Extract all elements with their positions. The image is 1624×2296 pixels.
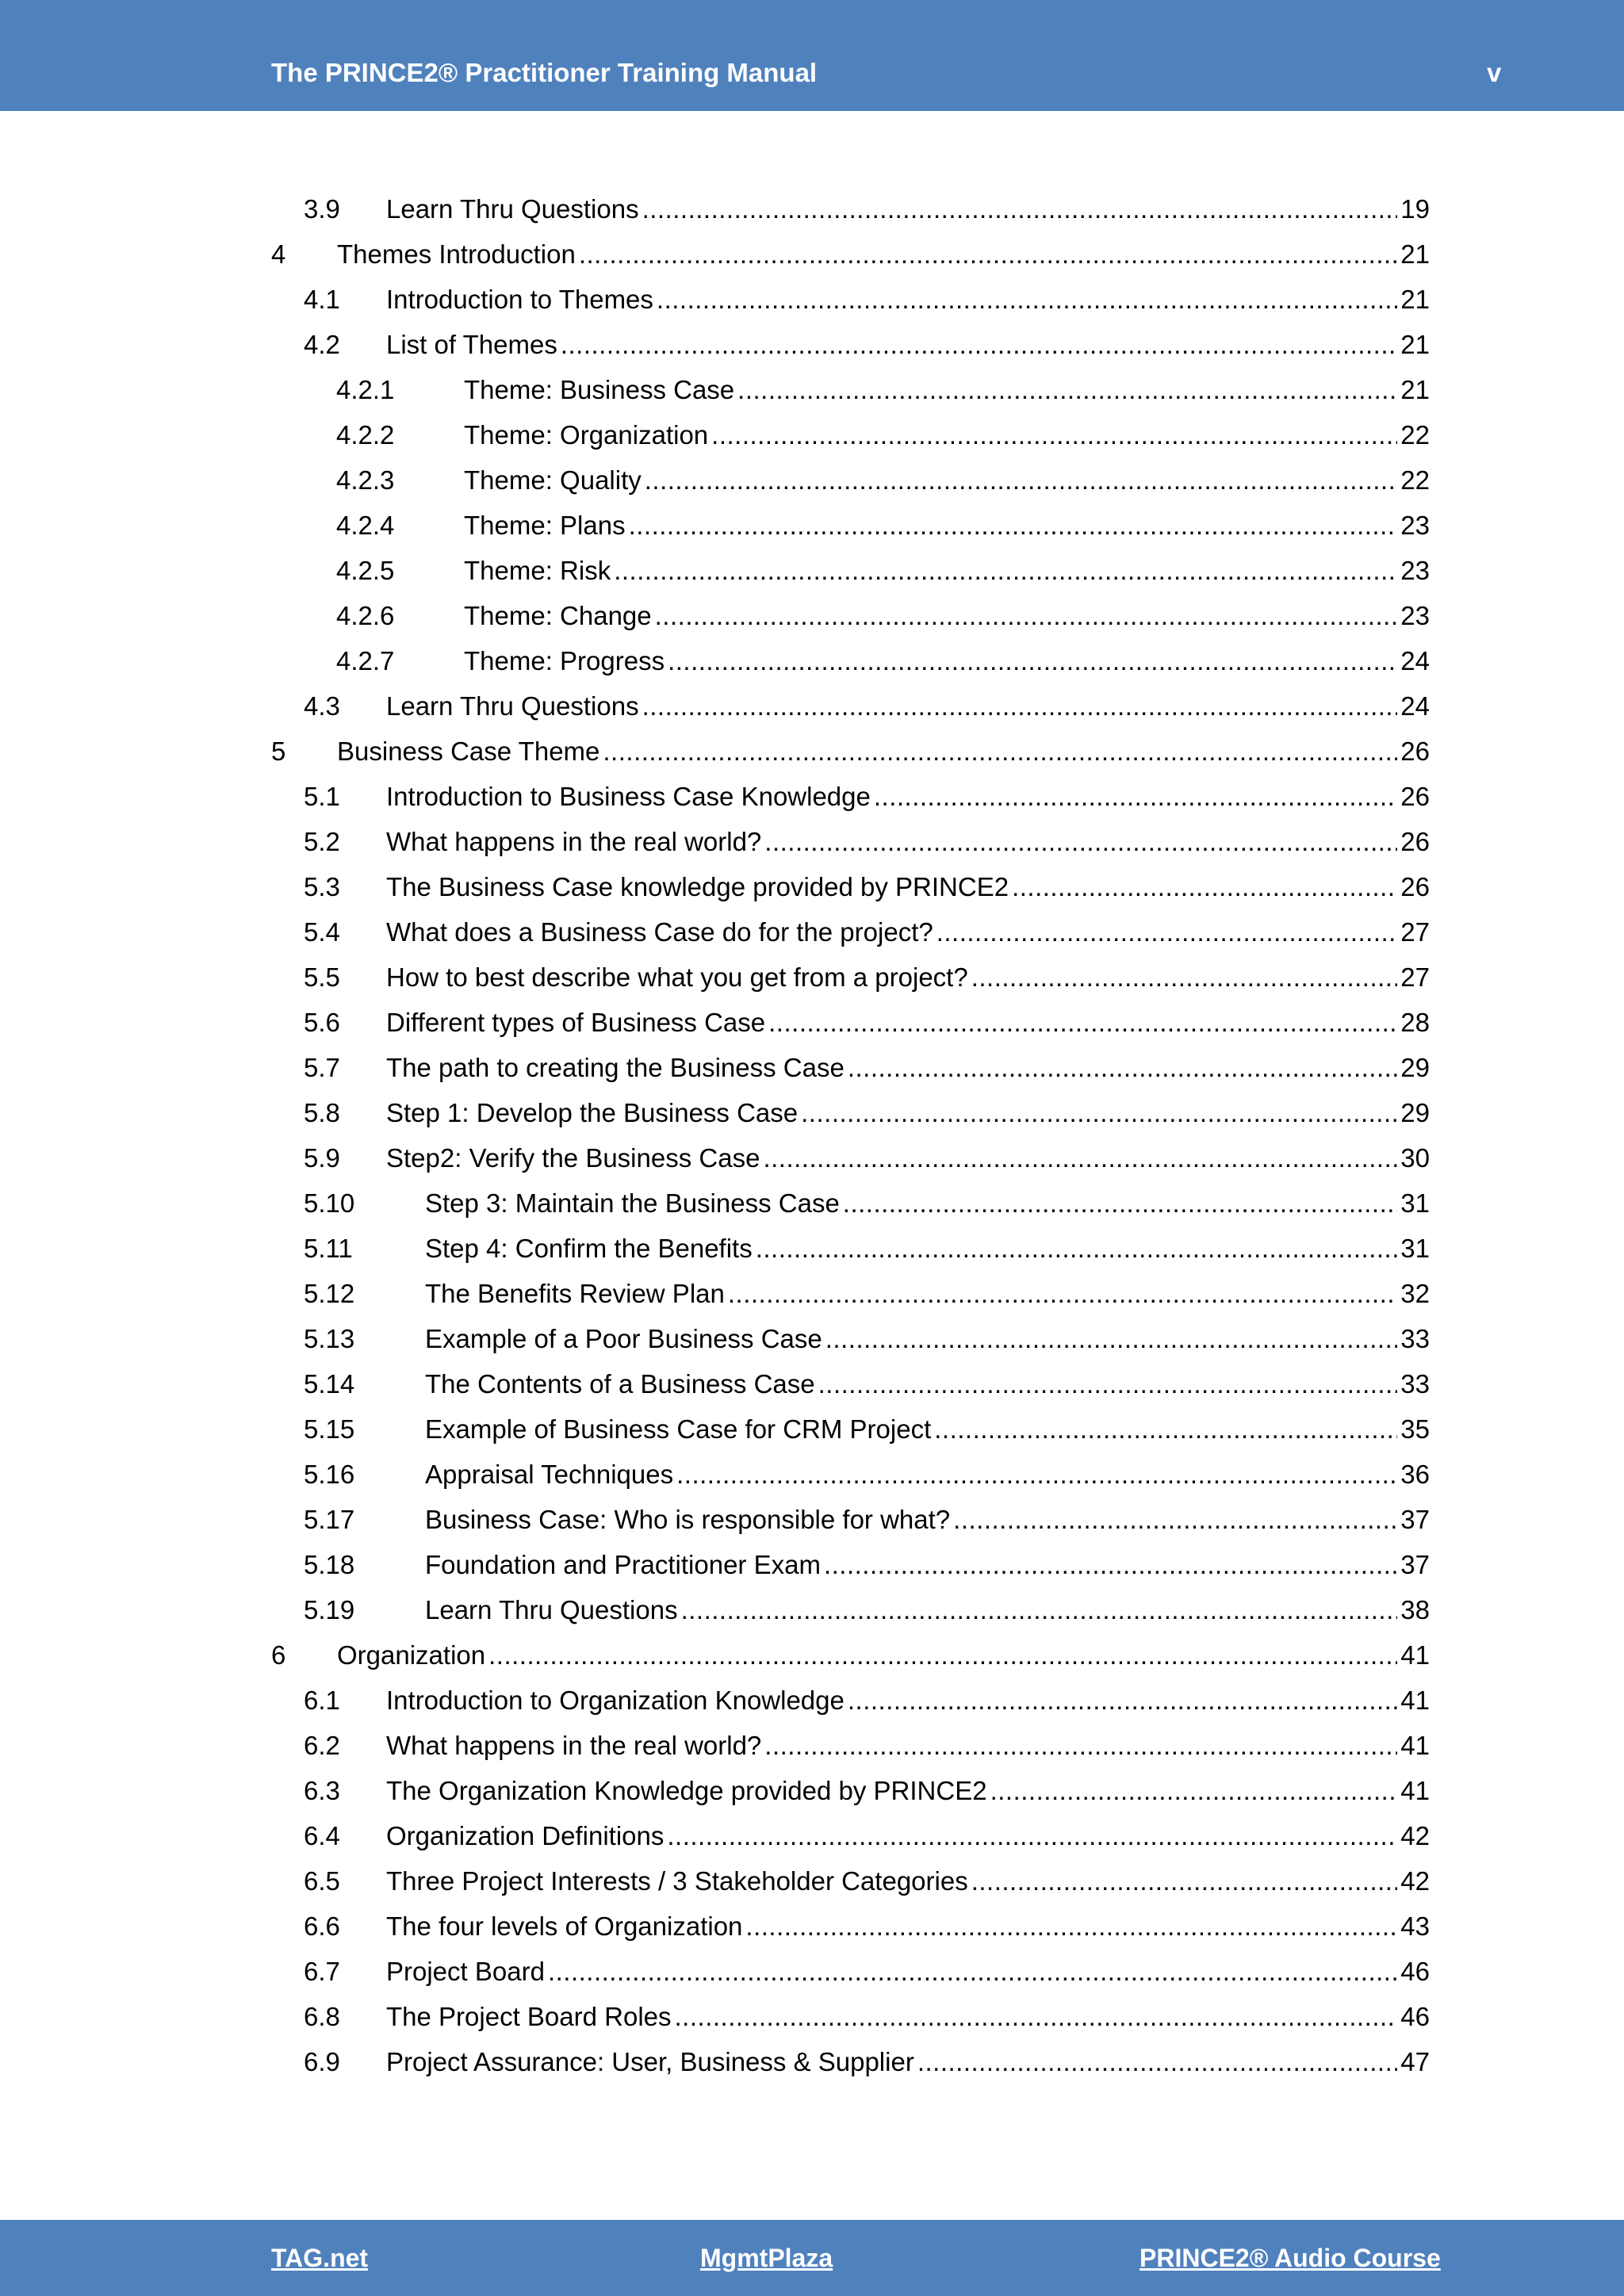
toc-entry-page: 21 [1400, 239, 1430, 269]
toc-entry-page: 27 [1400, 962, 1430, 992]
toc-dot-leader [824, 1542, 1397, 1587]
toc-entry-number: 5.10 [304, 1188, 355, 1218]
toc-entry-number: 4.2.5 [336, 556, 395, 585]
toc-dot-leader [745, 1904, 1397, 1949]
toc-entry[interactable] [304, 1135, 1430, 1181]
toc-entry-page: 22 [1400, 465, 1430, 495]
toc-entry-title: Theme: Risk [464, 556, 611, 585]
toc-entry[interactable] [304, 1497, 1430, 1542]
toc-entry[interactable] [304, 277, 1430, 322]
toc-entry-number: 5 [271, 737, 286, 766]
toc-entry[interactable] [304, 1226, 1430, 1271]
toc-entry-title: Theme: Business Case [464, 375, 735, 404]
toc-entry[interactable] [271, 729, 1430, 774]
toc-dot-leader [934, 1406, 1397, 1452]
toc-entry-page: 33 [1400, 1324, 1430, 1353]
toc-entry-number: 5.17 [304, 1505, 355, 1534]
toc-entry-title: The Organization Knowledge provided by PRINCE2 [386, 1776, 987, 1805]
toc-entry-page: 26 [1400, 827, 1430, 856]
toc-entry[interactable] [304, 1000, 1430, 1045]
toc-entry[interactable] [304, 1361, 1430, 1406]
toc-entry-title: Learn Thru Questions [386, 194, 639, 224]
toc-entry[interactable] [304, 774, 1430, 819]
toc-dot-leader [936, 909, 1398, 955]
toc-entry-title: Theme: Quality [464, 465, 642, 495]
toc-entry-page: 31 [1400, 1234, 1430, 1263]
toc-entry-number: 4.3 [304, 691, 340, 721]
toc-entry-page: 21 [1400, 285, 1430, 314]
toc-entry[interactable] [304, 1994, 1430, 2039]
toc-entry[interactable] [304, 1723, 1430, 1768]
toc-entry-page: 33 [1400, 1369, 1430, 1399]
toc-entry-title: The Business Case knowledge provided by PRINCE2 [386, 872, 1009, 901]
toc-entry-title: Introduction to Organization Knowledge [386, 1686, 845, 1715]
toc-dot-leader [667, 1813, 1397, 1858]
toc-entry-page: 47 [1400, 2047, 1430, 2076]
toc-dot-leader [728, 1271, 1397, 1316]
toc-entry[interactable] [304, 819, 1430, 864]
toc-dot-leader [642, 186, 1398, 232]
toc-entry-number: 5.16 [304, 1460, 355, 1489]
toc-dot-leader [737, 367, 1397, 412]
toc-entry-title: How to best describe what you get from a project? [386, 962, 968, 992]
toc-entry[interactable] [304, 1587, 1430, 1632]
toc-entry-title: Business Case: Who is responsible for what? [425, 1505, 951, 1534]
toc-entry-title: Learn Thru Questions [386, 691, 639, 721]
toc-dot-leader [764, 1723, 1397, 1768]
toc-entry-number: 6.9 [304, 2047, 340, 2076]
toc-entry[interactable] [304, 864, 1430, 909]
toc-entry-page: 37 [1400, 1505, 1430, 1534]
toc-entry-page: 43 [1400, 1911, 1430, 1941]
toc-entry-page: 26 [1400, 737, 1430, 766]
toc-entry-title: What does a Business Case do for the project? [386, 917, 933, 947]
toc-entry-number: 6.3 [304, 1776, 340, 1805]
toc-dot-leader [917, 2039, 1397, 2084]
toc-entry[interactable] [304, 955, 1430, 1000]
toc-dot-leader [488, 1632, 1397, 1678]
toc-entry-number: 6.7 [304, 1957, 340, 1986]
toc-entry-title: Themes Introduction [337, 239, 576, 269]
toc-dot-leader [668, 638, 1397, 683]
toc-entry-number: 5.1 [304, 782, 340, 811]
toc-entry-page: 24 [1400, 691, 1430, 721]
toc-entry-number: 4.2 [304, 330, 340, 359]
toc-entry-page: 35 [1400, 1414, 1430, 1444]
toc-dot-leader [764, 819, 1397, 864]
toc-entry[interactable] [304, 1858, 1430, 1904]
toc-entry-page: 38 [1400, 1595, 1430, 1624]
toc-entry-title: Step2: Verify the Business Case [386, 1143, 760, 1173]
toc-entry-page: 46 [1400, 2002, 1430, 2031]
toc-entry-number: 6.5 [304, 1866, 340, 1896]
toc-entry[interactable] [304, 2039, 1430, 2084]
footer-link-mgmtplaza[interactable]: MgmtPlaza [700, 2244, 833, 2272]
toc-entry-number: 4.1 [304, 285, 340, 314]
toc-dot-leader [801, 1090, 1397, 1135]
toc-entry-page: 37 [1400, 1550, 1430, 1579]
toc-entry-number: 5.14 [304, 1369, 355, 1399]
toc-entry[interactable] [304, 683, 1430, 729]
footer-link-audio-course[interactable]: PRINCE2® Audio Course [1139, 2244, 1441, 2272]
toc-dot-leader [614, 548, 1397, 593]
toc-entry[interactable] [336, 412, 1430, 457]
toc-entry-number: 5.8 [304, 1098, 340, 1127]
toc-dot-leader [848, 1678, 1397, 1723]
toc-entry[interactable] [304, 1406, 1430, 1452]
toc-entry-page: 32 [1400, 1279, 1430, 1308]
toc-entry-page: 27 [1400, 917, 1430, 947]
toc-entry-number: 5.12 [304, 1279, 355, 1308]
toc-entry-page: 29 [1400, 1053, 1430, 1082]
toc-entry-page: 23 [1400, 511, 1430, 540]
toc-entry-title: Business Case Theme [337, 737, 600, 766]
toc-entry-page: 19 [1400, 194, 1430, 224]
toc-entry[interactable] [304, 1904, 1430, 1949]
toc-dot-leader [629, 503, 1398, 548]
toc-dot-leader [655, 593, 1398, 638]
toc-entry-number: 6.4 [304, 1821, 340, 1850]
toc-entry-number: 4 [271, 239, 286, 269]
toc-entry-title: Appraisal Techniques [425, 1460, 674, 1489]
toc-dot-leader [953, 1497, 1397, 1542]
toc-entry-number: 4.2.3 [336, 465, 395, 495]
toc-entry-number: 5.2 [304, 827, 340, 856]
toc-entry[interactable] [304, 1542, 1430, 1587]
toc-entry[interactable] [304, 1768, 1430, 1813]
toc-entry-title: What happens in the real world? [386, 1731, 762, 1760]
toc-entry-title: Step 1: Develop the Business Case [386, 1098, 799, 1127]
toc-dot-leader [711, 412, 1397, 457]
toc-entry-title: Organization Definitions [386, 1821, 665, 1850]
toc-entry-title: List of Themes [386, 330, 557, 359]
toc-dot-leader [874, 774, 1397, 819]
toc-entry-number: 3.9 [304, 194, 340, 224]
document-title: The PRINCE2® Practitioner Training Manual [271, 58, 818, 87]
toc-dot-leader [676, 1452, 1397, 1497]
page-footer [0, 2220, 1624, 2296]
toc-entry-title: Example of Business Case for CRM Project [425, 1414, 932, 1444]
toc-entry-title: The Project Board Roles [386, 2002, 672, 2031]
toc-entry-page: 30 [1400, 1143, 1430, 1173]
toc-dot-leader [645, 457, 1398, 503]
toc-entry-number: 5.5 [304, 962, 340, 992]
toc-entry-title: Step 4: Confirm the Benefits [425, 1234, 753, 1263]
toc-entry-title: The Contents of a Business Case [425, 1369, 815, 1399]
toc-entry-number: 4.2.7 [336, 646, 395, 675]
toc-entry-number: 4.2.1 [336, 375, 395, 404]
toc-entry-number: 6.2 [304, 1731, 340, 1760]
toc-entry-page: 42 [1400, 1821, 1430, 1850]
toc-entry-number: 5.9 [304, 1143, 340, 1173]
toc-dot-leader [971, 955, 1398, 1000]
toc-entry[interactable] [336, 638, 1430, 683]
toc-entry[interactable] [336, 593, 1430, 638]
page-header [0, 0, 1624, 111]
toc-entry-title: Project Assurance: User, Business & Supplier [386, 2047, 914, 2076]
toc-entry-title: The four levels of Organization [386, 1911, 743, 1941]
toc-entry-page: 36 [1400, 1460, 1430, 1489]
toc-entry-number: 5.18 [304, 1550, 355, 1579]
toc-entry[interactable] [304, 322, 1430, 367]
toc-entry[interactable] [304, 1181, 1430, 1226]
toc-dot-leader [848, 1045, 1397, 1090]
toc-dot-leader [561, 322, 1397, 367]
toc-entry-page: 24 [1400, 646, 1430, 675]
toc-dot-leader [603, 729, 1397, 774]
toc-entry-page: 26 [1400, 782, 1430, 811]
toc-entry-page: 42 [1400, 1866, 1430, 1896]
toc-entry-page: 23 [1400, 601, 1430, 630]
toc-entry[interactable] [304, 1452, 1430, 1497]
toc-entry-title: Introduction to Business Case Knowledge [386, 782, 871, 811]
toc-entry-page: 23 [1400, 556, 1430, 585]
toc-entry-number: 5.19 [304, 1595, 355, 1624]
toc-entry-page: 41 [1400, 1731, 1430, 1760]
toc-entry[interactable] [304, 1949, 1430, 1994]
toc-entry[interactable] [304, 1271, 1430, 1316]
toc-entry[interactable] [304, 909, 1430, 955]
toc-entry-page: 21 [1400, 375, 1430, 404]
toc-dot-leader [818, 1361, 1398, 1406]
toc-entry-title: Foundation and Practitioner Exam [425, 1550, 821, 1579]
toc-entry-title: Example of a Poor Business Case [425, 1324, 822, 1353]
toc-dot-leader [990, 1768, 1398, 1813]
toc-entry-page: 28 [1400, 1008, 1430, 1037]
toc-entry[interactable] [304, 1678, 1430, 1723]
footer-link-tag-net[interactable]: TAG.net [271, 2244, 369, 2272]
toc-dot-leader [681, 1587, 1398, 1632]
toc-entry[interactable] [336, 457, 1430, 503]
toc-entry-number: 5.7 [304, 1053, 340, 1082]
toc-entry-number: 6 [271, 1640, 286, 1670]
toc-entry-page: 29 [1400, 1098, 1430, 1127]
toc-entry-page: 31 [1400, 1188, 1430, 1218]
toc-entry[interactable] [304, 1316, 1430, 1361]
toc-entry-title: Organization [337, 1640, 486, 1670]
toc-dot-leader [825, 1316, 1398, 1361]
toc-entry-page: 41 [1400, 1640, 1430, 1670]
toc-dot-leader [657, 277, 1397, 322]
toc-dot-leader [548, 1949, 1397, 1994]
toc-dot-leader [675, 1994, 1398, 2039]
toc-entry[interactable] [304, 1045, 1430, 1090]
page-number: v [1487, 58, 1502, 87]
toc-dot-leader [971, 1858, 1398, 1904]
toc-entry-page: 46 [1400, 1957, 1430, 1986]
toc-entry-number: 4.2.2 [336, 420, 395, 450]
toc-entry-number: 4.2.6 [336, 601, 395, 630]
toc-entry-title: What happens in the real world? [386, 827, 762, 856]
toc-dot-leader [756, 1226, 1398, 1271]
toc-entry[interactable] [271, 1632, 1430, 1678]
toc-entry-number: 5.4 [304, 917, 340, 947]
toc-entry-number: 5.6 [304, 1008, 340, 1037]
toc-entry-number: 5.11 [304, 1234, 353, 1263]
toc-entry-page: 41 [1400, 1776, 1430, 1805]
toc-entry-page: 21 [1400, 330, 1430, 359]
toc-entry[interactable] [304, 186, 1430, 232]
toc-entry-title: Step 3: Maintain the Business Case [425, 1188, 840, 1218]
toc-dot-leader [763, 1135, 1397, 1181]
toc-entry-title: Different types of Business Case [386, 1008, 766, 1037]
toc-entry-title: The path to creating the Business Case [386, 1053, 845, 1082]
toc-entry-title: The Benefits Review Plan [425, 1279, 725, 1308]
toc-entry[interactable] [336, 503, 1430, 548]
toc-dot-leader [579, 232, 1397, 277]
toc-entry-title: Project Board [386, 1957, 545, 1986]
toc-entry-number: 5.13 [304, 1324, 355, 1353]
toc-entry-title: Learn Thru Questions [425, 1595, 678, 1624]
toc-entry[interactable] [271, 232, 1430, 277]
toc-entry-number: 5.15 [304, 1414, 355, 1444]
toc-entry[interactable] [336, 367, 1430, 412]
toc-entry[interactable] [304, 1090, 1430, 1135]
toc-dot-leader [843, 1181, 1397, 1226]
toc-entry-title: Three Project Interests / 3 Stakeholder Categories [386, 1866, 968, 1896]
toc-entry-page: 22 [1400, 420, 1430, 450]
toc-entry-title: Theme: Change [464, 601, 652, 630]
toc-entry-title: Theme: Progress [464, 646, 665, 675]
toc-entry[interactable] [336, 548, 1430, 593]
toc-dot-leader [1012, 864, 1397, 909]
toc-entry-number: 6.6 [304, 1911, 340, 1941]
toc-entry-title: Theme: Organization [464, 420, 709, 450]
toc-entry-number: 4.2.4 [336, 511, 395, 540]
toc-entry-page: 41 [1400, 1686, 1430, 1715]
toc-entry-title: Introduction to Themes [386, 285, 653, 314]
toc-entry-page: 26 [1400, 872, 1430, 901]
toc-dot-leader [642, 683, 1398, 729]
toc-entry-number: 6.8 [304, 2002, 340, 2031]
toc-entry[interactable] [304, 1813, 1430, 1858]
toc-entry-number: 5.3 [304, 872, 340, 901]
toc-entry-number: 6.1 [304, 1686, 340, 1715]
toc-dot-leader [768, 1000, 1397, 1045]
toc-entry-title: Theme: Plans [464, 511, 626, 540]
